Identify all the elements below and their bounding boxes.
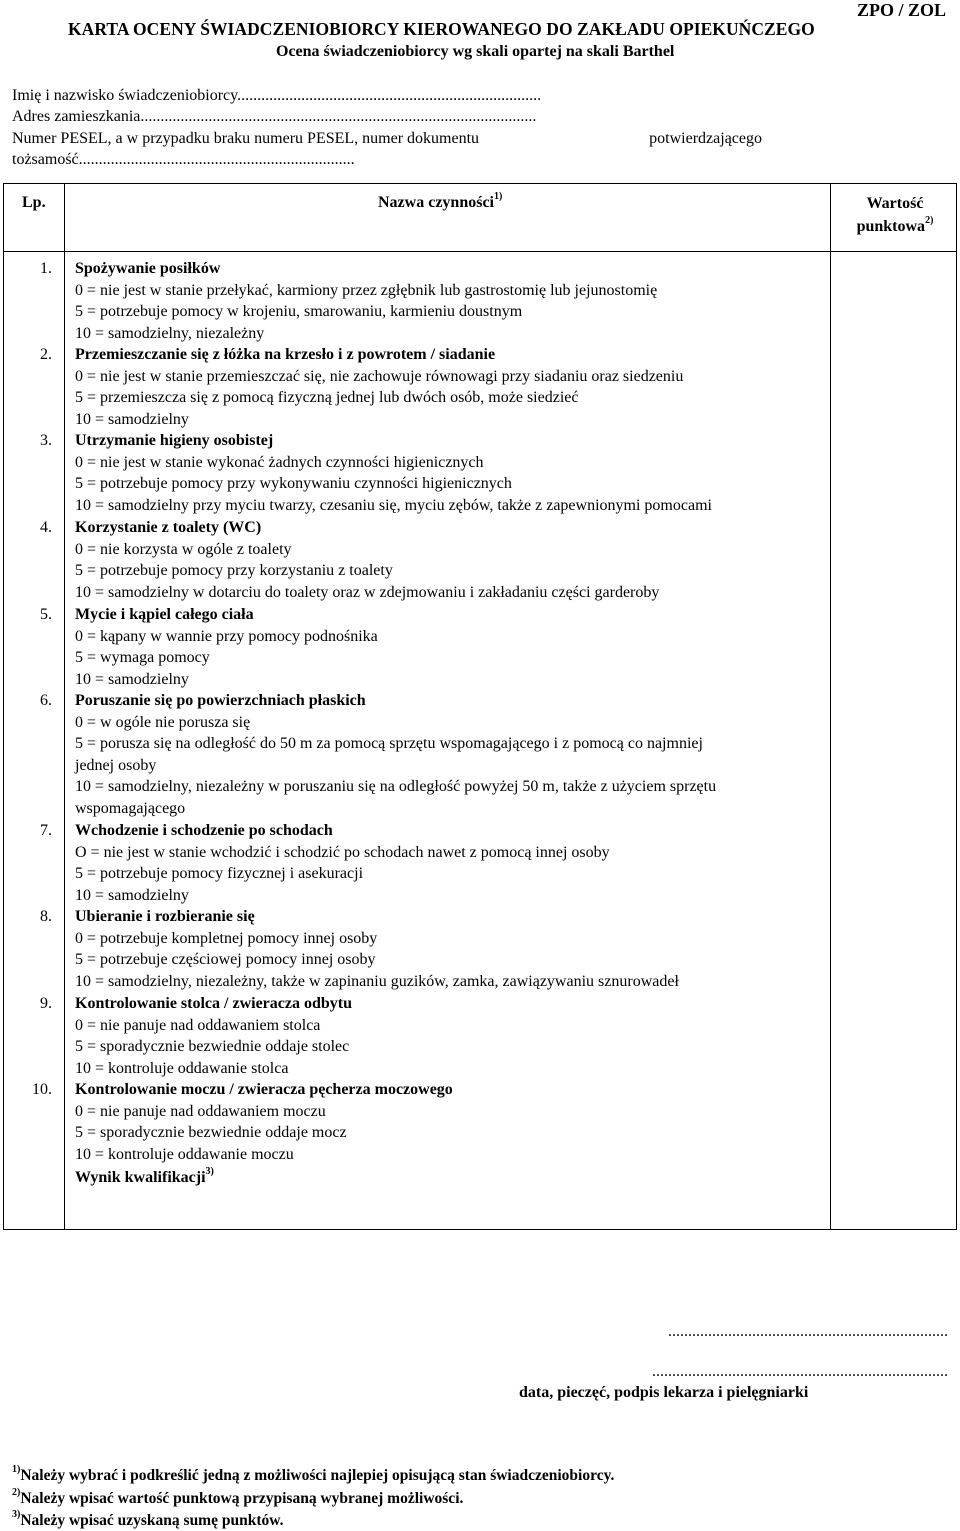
item-option[interactable]: 5 = porusza się na odległość do 50 m za pomocą sprzętu wspomagającego i z pomocą co najmniej [75, 735, 703, 753]
item-number: 2. [40, 346, 52, 363]
pesel-field-label [12, 128, 762, 149]
table-top-border [3, 183, 957, 184]
item-option[interactable]: 0 = nie jest w stanie wykonać żadnych czynności higienicznych [75, 453, 484, 471]
item-option[interactable]: 10 = kontroluje oddawanie moczu [75, 1145, 294, 1163]
item-option[interactable]: 5 = potrzebuje pomocy fizycznej i asekuracji [75, 865, 364, 883]
item-number: 4. [40, 519, 52, 536]
item-number: 10. [32, 1081, 52, 1098]
item-option[interactable]: 10 = samodzielny [75, 670, 189, 688]
column-header-activity: Nazwa czynności$^{1)}$ [378, 190, 503, 211]
item-option[interactable]: 0 = nie korzysta w ogóle z toalety [75, 540, 292, 558]
item-number: 3. [40, 432, 52, 449]
item-option[interactable]: 10 = kontroluje oddawanie stolca [75, 1059, 289, 1077]
table-header-divider [3, 251, 957, 252]
table-bottom-border [3, 1229, 957, 1230]
column-header-points: Wartość punktowa$^{2)}$ [856, 195, 934, 235]
item-option[interactable]: 10 = samodzielny, niezależny w poruszaniu się na odległość powyżej 50 m, także z użyciem sprzętu [75, 778, 717, 796]
item-option[interactable]: 0 = kąpany w wannie przy pomocy podnośnika [75, 627, 378, 645]
item-option[interactable]: 5 = wymaga pomocy [75, 649, 210, 667]
item-option[interactable]: 10 = samodzielny, niezależny [75, 324, 265, 342]
item-title: Korzystanie z toalety (WC) [75, 519, 262, 536]
address-field[interactable]: Adres zamieszkania................................................................................................... [12, 108, 537, 125]
page-title: KARTA OCENY ŚWIADCZENIOBIORCY KIEROWANEGO DO ZAKŁADU OPIEKUŃCZEGO [68, 19, 815, 39]
item-number: 6. [40, 692, 52, 709]
item-title: Utrzymanie higieny osobistej [75, 432, 274, 449]
item-option[interactable]: 10 = samodzielny w dotarciu do toalety oraz w zdejmowaniu i zakładaniu części garderoby [75, 583, 660, 601]
item-option[interactable]: 5 = potrzebuje pomocy przy korzystaniu z toalety [75, 562, 393, 580]
item-option[interactable]: 10 = samodzielny [75, 410, 189, 428]
patient-name-field[interactable]: Imię i nazwisko świadczeniobiorcy............................................................................ [12, 87, 542, 104]
item-title: Wchodzenie i schodzenie po schodach [75, 822, 333, 839]
item-option[interactable]: O = nie jest w stanie wchodzić i schodzić po schodach nawet z pomocą innej osoby [75, 843, 610, 861]
table-lp-column-divider [64, 183, 65, 1230]
item-number: 1. [40, 260, 52, 277]
item-number: 5. [40, 606, 52, 623]
item-option[interactable]: 5 = sporadycznie bezwiednie oddaje mocz [75, 1124, 347, 1142]
column-header-lp: Lp. [22, 194, 46, 211]
item-option[interactable]: 0 = nie panuje nad oddawaniem moczu [75, 1102, 326, 1120]
item-option[interactable]: 0 = potrzebuje kompletnej pomocy innej osoby [75, 929, 378, 947]
item-number: 7. [40, 822, 52, 839]
pesel-label-right: potwierdzającego [649, 130, 762, 147]
item-option[interactable]: 10 = samodzielny [75, 886, 189, 904]
result-label: Wynik kwalifikacji$^{3)}$ [75, 1166, 214, 1187]
item-number: 9. [40, 995, 52, 1012]
item-option[interactable]: 10 = samodzielny, niezależny, także w zapinaniu guzików, zamka, zawiązywaniu sznurowadeł [75, 972, 679, 990]
item-option[interactable]: 0 = w ogóle nie porusza się [75, 713, 251, 731]
signature-line[interactable]: .......................................................................... [652, 1363, 948, 1380]
signature-label: data, pieczęć, podpis lekarza i pielęgniarki [519, 1384, 809, 1401]
item-option[interactable]: 5 = potrzebuje pomocy przy wykonywaniu czynności higienicznych [75, 475, 512, 493]
pesel-label-left: Numer PESEL, a w przypadku braku numeru PESEL, numer dokumentu [12, 130, 480, 147]
item-title: Spożywanie posiłków [75, 260, 221, 277]
form-code: ZPO / ZOL [856, 0, 946, 20]
item-title: Mycie i kąpiel całego ciała [75, 606, 254, 623]
footnote: $^{3)}$Należy wpisać uzyskaną sumę punktów. [12, 1508, 284, 1529]
page-subtitle: Ocena świadczeniobiorcy wg skali opartej na skali Barthel [276, 43, 675, 60]
item-option[interactable]: 5 = potrzebuje częściowej pomocy innej osoby [75, 951, 376, 969]
identity-document-field[interactable]: tożsamość..................................................................... [12, 151, 355, 168]
item-title: Ubieranie i rozbieranie się [75, 908, 255, 925]
item-option[interactable]: 5 = sporadycznie bezwiednie oddaje stolec [75, 1038, 350, 1056]
item-title: Przemieszczanie się z łóżka na krzesło i z powrotem / siadanie [75, 346, 496, 363]
item-number: 8. [40, 908, 52, 925]
item-option[interactable]: 10 = samodzielny przy myciu twarzy, czesaniu się, myciu zębów, także z zapewnionymi pomocami [75, 496, 712, 514]
footnote: $^{2)}$Należy wpisać wartość punktową przypisaną wybranej możliwości. [12, 1486, 464, 1507]
table-left-border [3, 183, 4, 1230]
signature-date-line[interactable]: ...................................................................... [668, 1323, 948, 1340]
item-option[interactable]: 0 = nie jest w stanie przemieszczać się, nie zachowuje równowagi przy siadaniu oraz siedzeniu [75, 367, 684, 385]
item-option[interactable]: 5 = przemieszcza się z pomocą fizyczną jednej lub dwóch osób, może siedzieć [75, 389, 579, 407]
table-right-border [956, 183, 957, 1230]
footnote: $^{1)}$Należy wybrać i podkreślić jedną z możliwości najlepiej opisującą stan świadczeniobiorcy. [12, 1463, 615, 1484]
item-option[interactable]: 5 = potrzebuje pomocy w krojeniu, smarowaniu, karmieniu doustnym [75, 303, 523, 321]
item-option[interactable]: wspomagającego [75, 799, 186, 817]
item-title: Kontrolowanie stolca / zwieracza odbytu [75, 995, 353, 1012]
item-title: Poruszanie się po powierzchniach płaskich [75, 692, 366, 709]
item-option[interactable]: 0 = nie panuje nad oddawaniem stolca [75, 1016, 321, 1034]
item-option[interactable]: 0 = nie jest w stanie przełykać, karmiony przez zgłębnik lub gastrostomię lub jejunostomię [75, 281, 658, 299]
item-option[interactable]: jednej osoby [75, 756, 157, 774]
item-title: Kontrolowanie moczu / zwieracza pęcherza moczowego [75, 1081, 453, 1098]
